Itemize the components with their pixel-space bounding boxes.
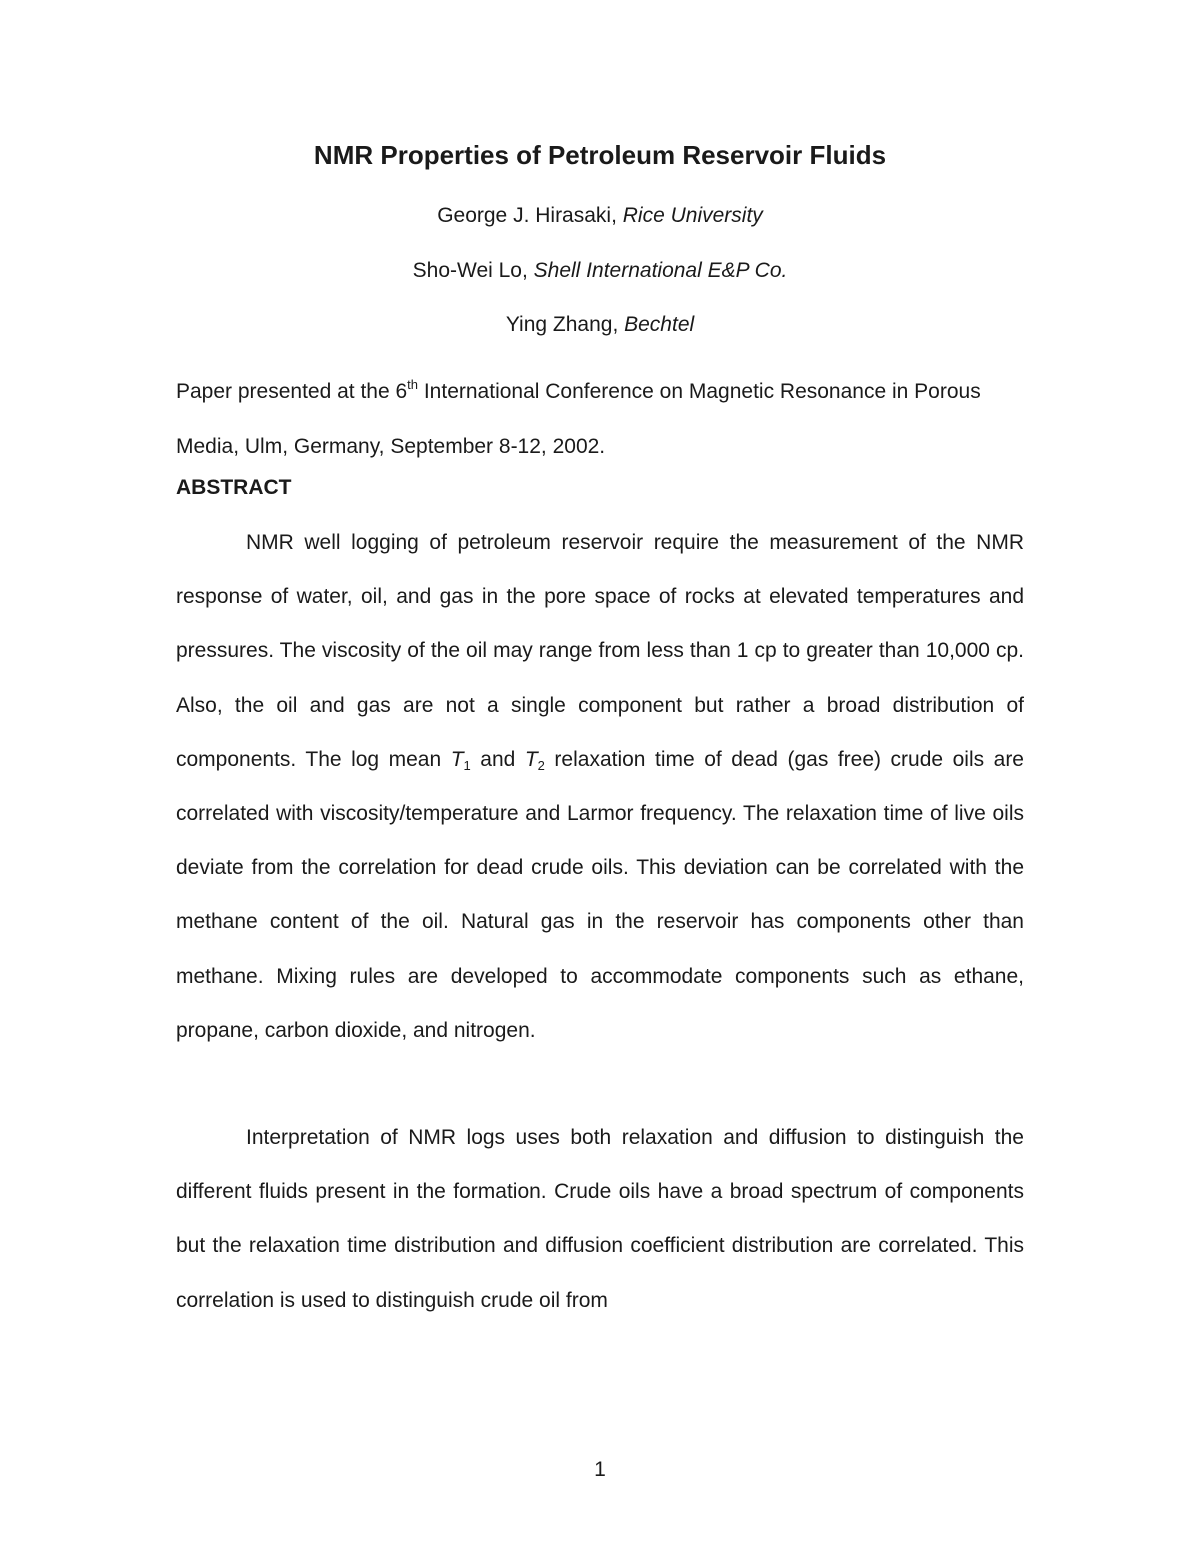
author-affiliation: Shell International E&P Co. (533, 259, 788, 282)
symbol-t1-subscript: 1 (463, 757, 471, 773)
symbol-t2: T (524, 747, 538, 771)
paragraph-text: and (470, 747, 525, 771)
page-number: 1 (594, 1458, 606, 1481)
author-name: Sho-Wei Lo, (412, 259, 534, 282)
author-name: George J. Hirasaki, (437, 204, 623, 227)
paragraph-text: NMR well logging of petroleum reservoir require the measurement of the NMR response of water, oil, and gas in the pore space of rocks at elevated temperatures and pressures. The viscosity of the oil may range from less than 1 cp to greater than 10,000 cp. Also, the oil and gas are not a single component but rather a broad distribution of components. The log mean (176, 531, 1024, 771)
abstract-heading: ABSTRACT (176, 476, 292, 499)
author-affiliation: Rice University (622, 204, 763, 227)
venue-ordinal-suffix: th (407, 377, 419, 392)
paper-title: NMR Properties of Petroleum Reservoir Fluids (313, 140, 887, 170)
venue-statement (176, 365, 1026, 474)
venue-text-after: International Conference on Magnetic Resonance in Porous Media, Ulm, Germany, September 8-12, 2002. (176, 380, 981, 458)
symbol-t1: T (450, 747, 464, 771)
abstract-paragraph-1 (176, 516, 1024, 1058)
author-name: Ying Zhang, (505, 313, 625, 336)
paragraph-text: relaxation time of dead (gas free) crude oils are correlated with viscosity/temperature and Larmor frequency. The relaxation time of live oils deviate from the correlation for dead crude oils. This deviation can be correlated with the methane content of the oil. Natural gas in the reservoir has components other than methane. Mixing rules are developed to accommodate components such as ethane, propane, carbon dioxide, and nitrogen. (176, 747, 1024, 1042)
abstract-paragraph-2: Interpretation of NMR logs uses both relaxation and diffusion to distinguish the different fluids present in the formation. Crude oils have a broad spectrum of components but the relaxation time distribution and diffusion coefficient distribution are correlated. This correlation is used to distinguish crude oil from (176, 1126, 1024, 1312)
venue-text-before: Paper presented at the 6 (176, 380, 408, 403)
author-line-3 (0, 313, 1200, 337)
author-affiliation: Bechtel (624, 313, 695, 336)
symbol-t2-subscript: 2 (537, 757, 545, 773)
author-line-1 (0, 204, 1200, 228)
author-line-2 (0, 259, 1200, 283)
